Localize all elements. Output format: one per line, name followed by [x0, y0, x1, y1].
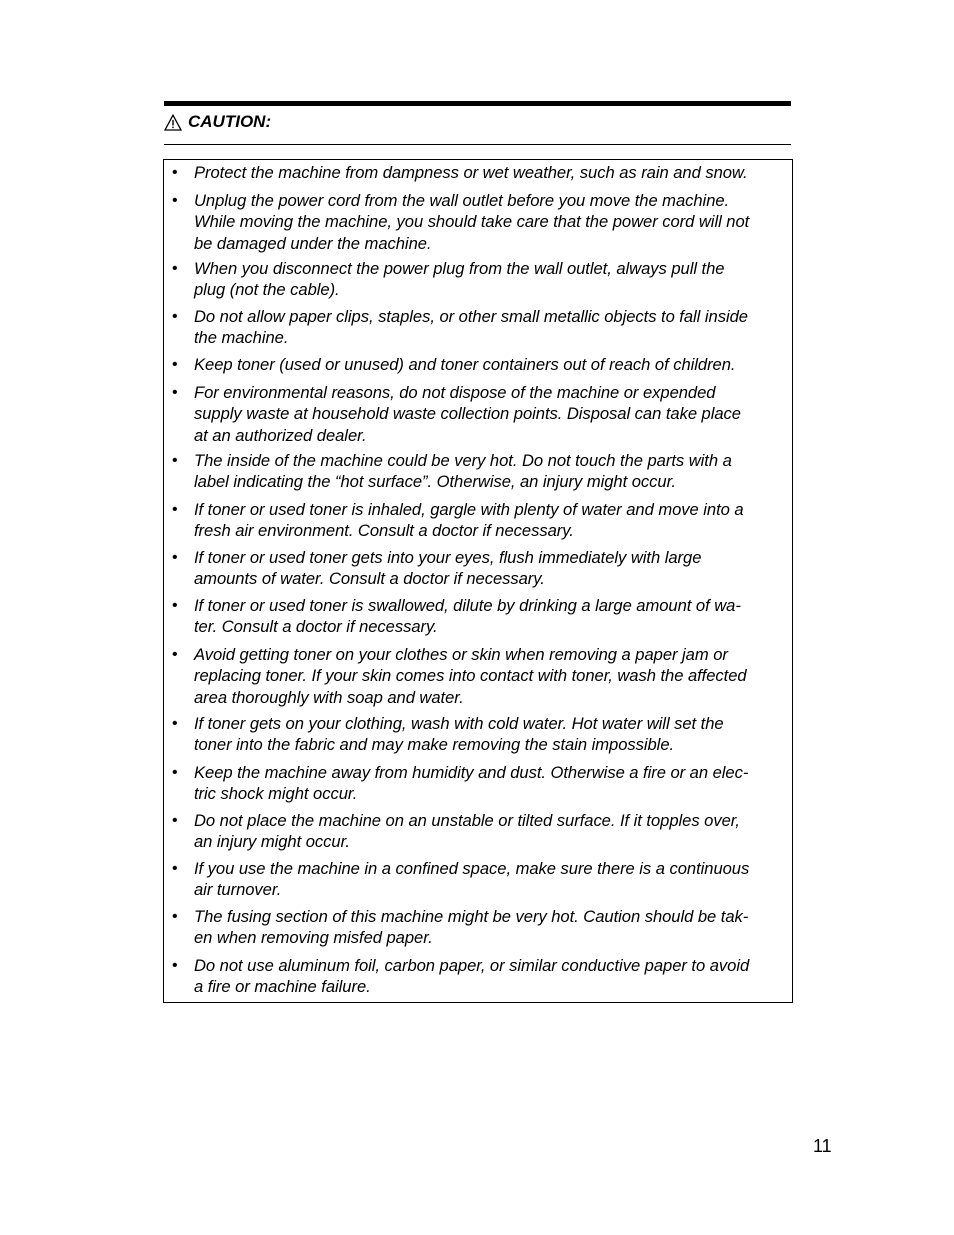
caution-item-line: be damaged under the machine.: [194, 233, 432, 253]
header-rule: [164, 144, 791, 145]
caution-item-line: tric shock might occur.: [194, 784, 358, 804]
caution-item-line: Keep the machine away from humidity and dust. Otherwise a fire or an elec-: [194, 763, 749, 782]
caution-item-line: toner into the fabric and may make removing the stain impossible.: [194, 735, 675, 755]
bullet-icon: •: [172, 715, 178, 732]
warning-triangle-icon: [164, 114, 182, 131]
bullet-icon: •: [172, 384, 178, 401]
bullet-icon: •: [172, 192, 178, 209]
bullet-icon: •: [172, 356, 178, 373]
bullet-icon: •: [172, 860, 178, 877]
caution-item-line: amounts of water. Consult a doctor if necessary.: [194, 569, 545, 589]
caution-item-line: Do not allow paper clips, staples, or other small metallic objects to fall inside: [194, 307, 748, 326]
bullet-icon: •: [172, 597, 178, 614]
bullet-icon: •: [172, 957, 178, 974]
caution-item-line: Do not place the machine on an unstable or tilted surface. If it topples over,: [194, 811, 740, 830]
caution-item-line: a fire or machine failure.: [194, 977, 371, 997]
caution-box: [163, 159, 793, 1003]
caution-item-line: If you use the machine in a confined space, make sure there is a continuous: [194, 859, 750, 878]
caution-item-line: en when removing misfed paper.: [194, 928, 433, 948]
caution-item-line: fresh air environment. Consult a doctor if necessary.: [194, 521, 574, 541]
caution-item-line: While moving the machine, you should take care that the power cord will not: [194, 212, 750, 232]
caution-item-line: For environmental reasons, do not dispose of the machine or expended: [194, 383, 716, 402]
top-rule: [164, 101, 791, 106]
bullet-icon: •: [172, 764, 178, 781]
bullet-icon: •: [172, 549, 178, 566]
bullet-icon: •: [172, 164, 178, 181]
bullet-icon: •: [172, 812, 178, 829]
caution-item-line: label indicating the “hot surface”. Otherwise, an injury might occur.: [194, 472, 676, 492]
caution-item-line: ter. Consult a doctor if necessary.: [194, 617, 438, 637]
caution-item-line: Avoid getting toner on your clothes or skin when removing a paper jam or: [194, 645, 728, 664]
caution-item-line: If toner gets on your clothing, wash with cold water. Hot water will set the: [194, 714, 724, 733]
caution-item-line: at an authorized dealer.: [194, 425, 367, 445]
caution-item-line: area thoroughly with soap and water.: [194, 687, 464, 707]
bullet-icon: •: [172, 260, 178, 277]
caution-item-line: Protect the machine from dampness or wet weather, such as rain and snow.: [194, 163, 748, 182]
caution-item-line: When you disconnect the power plug from the wall outlet, always pull the: [194, 259, 725, 278]
caution-item-line: Keep toner (used or unused) and toner containers out of reach of children.: [194, 355, 736, 374]
bullet-icon: •: [172, 646, 178, 663]
caution-header: [164, 112, 271, 132]
bullet-icon: •: [172, 908, 178, 925]
caution-item-line: If toner or used toner is inhaled, gargle with plenty of water and move into a: [194, 500, 744, 519]
caution-item-line: supply waste at household waste collection points. Disposal can take place: [194, 404, 741, 424]
caution-title: CAUTION:: [188, 112, 272, 131]
caution-item-line: replacing toner. If your skin comes into contact with toner, wash the affected: [194, 666, 747, 686]
caution-item-line: the machine.: [194, 328, 289, 348]
bullet-icon: •: [172, 308, 178, 325]
caution-item-line: an injury might occur.: [194, 832, 350, 852]
caution-item-line: If toner or used toner gets into your eyes, flush immediately with large: [194, 548, 702, 567]
caution-item-line: Do not use aluminum foil, carbon paper, or similar conductive paper to avoid: [194, 956, 750, 975]
page-number: 11: [813, 1136, 832, 1156]
caution-item-line: The inside of the machine could be very hot. Do not touch the parts with a: [194, 451, 732, 470]
caution-item-line: Unplug the power cord from the wall outlet before you move the machine.: [194, 191, 730, 210]
bullet-icon: •: [172, 452, 178, 469]
caution-item-line: The fusing section of this machine might be very hot. Caution should be tak-: [194, 907, 749, 926]
caution-item-line: air turnover.: [194, 880, 282, 900]
caution-item-line: plug (not the cable).: [194, 280, 340, 300]
caution-item-line: If toner or used toner is swallowed, dilute by drinking a large amount of wa-: [194, 596, 741, 615]
bullet-icon: •: [172, 501, 178, 518]
